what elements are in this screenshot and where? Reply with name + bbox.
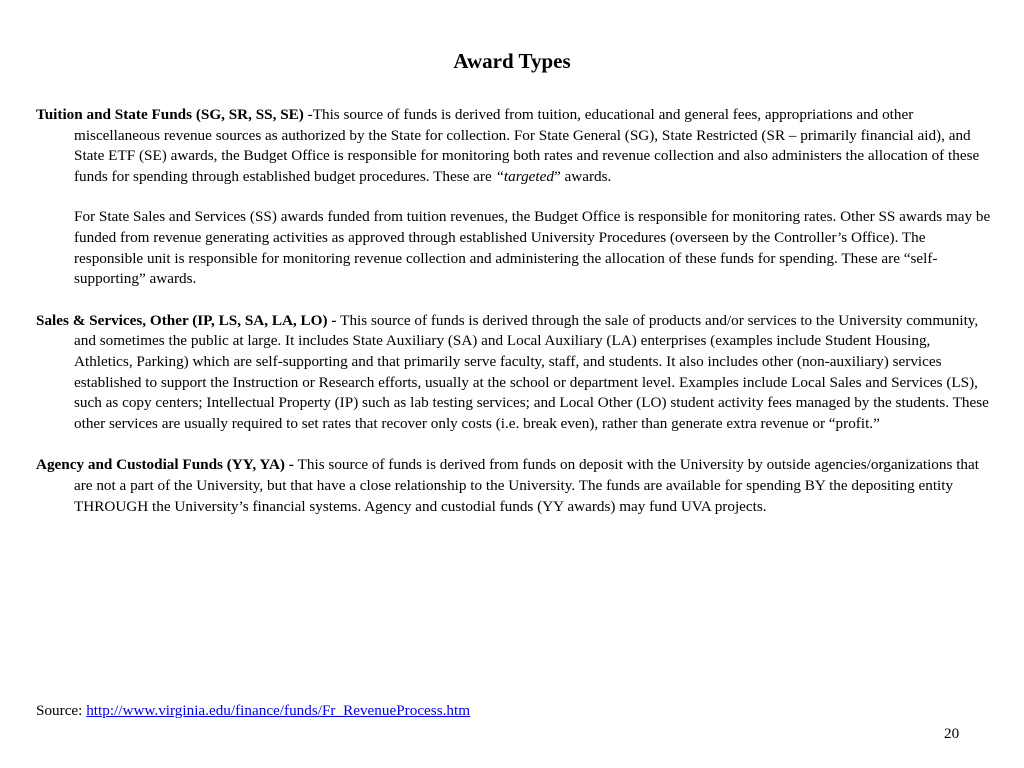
sales-services-other-paragraph — [36, 311, 991, 435]
source-link[interactable]: http://www.virginia.edu/finance/funds/Fr_RevenueProcess.htm — [86, 702, 471, 719]
page-number: 20 — [944, 725, 960, 742]
slide-title: Award Types — [453, 49, 571, 73]
paragraph-gap — [36, 187, 991, 207]
source-label: Source: — [36, 702, 87, 719]
agency-custodial-funds-paragraph — [36, 455, 991, 517]
tuition-state-funds-tail: ” awards. — [553, 167, 612, 185]
paragraph-gap — [36, 434, 991, 455]
state-sales-services-paragraph: For State Sales and Services (SS) awards funded from tuition revenues, the Budget Office is responsible for monitoring rates. Other SS awards may be funded from revenue generating activities as approved through established University Procedures (overseen by the Controller’s Office). The responsible unit is responsible for monitoring revenue collection and administering the allocation of these funds for spending. These are “self-supporting” awards. — [74, 208, 991, 288]
agency-custodial-funds-heading: Agency and Custodial Funds (YY, YA) - — [36, 456, 298, 474]
agency-custodial-funds-body: This source of funds is derived from funds on deposit with the University by outside agencies/organizations that are not a part of the University, but that have a close relationship to the University. The funds are available for spending BY the depositing entity THROUGH the University’s financial systems. Agency and custodial funds (YY awards) may fund UVA projects. — [74, 456, 979, 515]
source-line — [36, 701, 470, 721]
targeted-emphasis: “targeted — [495, 167, 554, 185]
slide-body — [36, 105, 991, 517]
sales-services-other-heading: Sales & Services, Other (IP, LS, SA, LA, LO) - — [36, 311, 341, 329]
paragraph-gap — [36, 290, 991, 311]
tuition-state-funds-paragraph — [36, 105, 991, 187]
tuition-state-funds-body: -This source of funds is derived from tuition, educational and general fees, appropriations and other miscellaneous revenue sources as authorized by the State for collection. For State General (SG), State Restricted (SR – primarily financial aid), and State ETF (SE) awards, the Budget Office is responsible for monitoring both rates and revenue collection and also administers the allocation of these funds for spending through established budget procedures. These are — [74, 106, 980, 185]
tuition-state-funds-heading: Tuition and State Funds (SG, SR, SS, SE) — [36, 106, 304, 123]
sales-services-other-body: This source of funds is derived through the sale of products and/or services to the University community, and sometimes the public at large. It includes State Auxiliary (SA) and Local Auxiliary (LA) enterprises (examples include Student Housing, Athletics, Parking) which are self-supporting and that primarily serve faculty, staff, and students. It also includes other (non-auxiliary) services established to support the Instruction or Research efforts, usually at the school or department level. Examples include Local Sales and Services (LS), such as copy centers; Intellectual Property (IP) such as lab testing services; and Local Other (LO) student activity fees managed by the students. These other services are usually required to set rates that recover only costs (i.e. break even), rather than generate extra revenue or “profit.” — [74, 311, 989, 432]
